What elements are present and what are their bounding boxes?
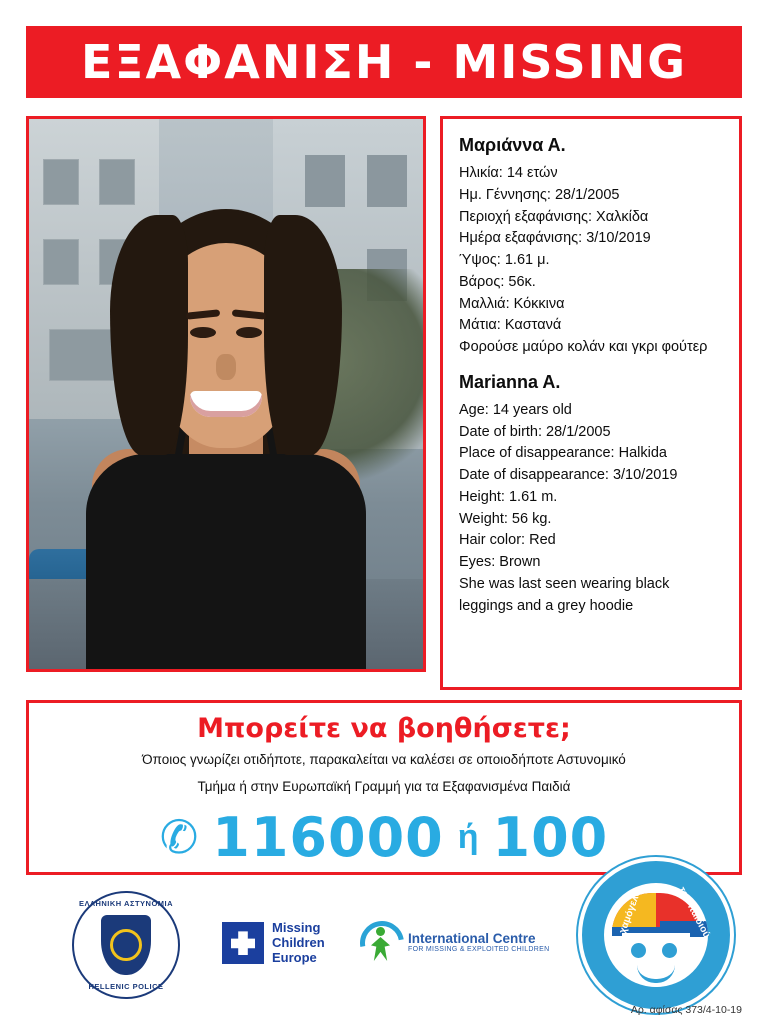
detail-weight-el: Βάρος: 56κ.	[459, 273, 536, 290]
detail-height-el: Ύψος: 1.61 μ.	[459, 252, 550, 268]
panel-divider	[459, 359, 725, 372]
help-title: Μπορείτε να βοηθήσετε;	[197, 713, 571, 744]
missing-children-europe-logo	[222, 921, 325, 966]
help-call-to-action	[26, 700, 742, 875]
torso-top	[86, 454, 366, 669]
police-logo-top-text: ΕΛΛΗΝΙΚΗ ΑΣΤΥΝΟΜΙΑ	[78, 899, 174, 908]
detail-date-el: Ημέρα εξαφάνισης: 3/10/2019	[459, 230, 651, 247]
footer-logos	[26, 885, 742, 1000]
police-logo-bottom-text: HELLENIC POLICE	[88, 982, 164, 991]
detail-eyes-en: Eyes: Brown	[459, 554, 541, 570]
poster-body	[26, 116, 742, 690]
icmec-title: International Centre	[408, 931, 536, 946]
person-name-en: Marianna A.	[459, 371, 561, 392]
eye-right	[236, 327, 262, 338]
detail-dob-en: Date of birth: 28/1/2005	[459, 423, 611, 440]
person-details-panel	[440, 116, 742, 690]
nose	[216, 354, 236, 380]
icmec-logo	[356, 919, 549, 965]
help-text-line-1: Όποιος γνωρίζει οτιδήποτε, παρακαλείται να καλέσει σε οποιοδήποτε Αστυνομικό	[142, 752, 626, 767]
person-figure	[76, 199, 376, 669]
detail-dob-el: Ημ. Γέννησης: 28/1/2005	[459, 186, 620, 203]
icmec-figure-icon	[356, 919, 400, 965]
detail-place-en: Place of disappearance: Halkida	[459, 445, 667, 462]
phone-primary[interactable]: 116000	[212, 805, 444, 869]
smile-text-right: του παιδιού	[676, 885, 713, 940]
poster-header-banner	[26, 26, 742, 98]
detail-hair-el: Μαλλιά: Κόκκινα	[459, 295, 565, 312]
mce-line-2: Children	[272, 934, 325, 950]
phone-conjunction: ή	[457, 817, 479, 856]
shield-icon	[101, 915, 151, 975]
detail-age-en: Age: 14 years old	[459, 401, 572, 418]
mouth	[190, 391, 262, 417]
help-text-line-2: Τμήμα ή στην Ευρωπαϊκή Γραμμή για τα Εξαφανισμένα Παιδιά	[197, 778, 571, 794]
mce-label	[272, 921, 325, 966]
detail-clothing-en: She was last seen wearing black leggings and a grey hoodie	[459, 575, 670, 614]
detail-hair-en: Hair color: Red	[459, 532, 556, 549]
mce-line-3: Europe	[272, 949, 317, 965]
smile-text-left: Το χαμόγελο	[612, 888, 644, 949]
hair-front-left	[110, 215, 188, 455]
detail-age-el: Ηλικία: 14 ετών	[459, 165, 558, 181]
detail-date-en: Date of disappearance: 3/10/2019	[459, 467, 678, 483]
poster-code: Αρ. αφίσας 373/4-10-19	[630, 1004, 742, 1016]
detail-weight-en: Weight: 56 kg.	[459, 510, 552, 527]
smile-of-the-child-logo	[578, 857, 734, 1013]
missing-person-photo	[26, 116, 426, 672]
page-title: ΕΞΑΦΑΝΙΣΗ - MISSING	[81, 35, 687, 89]
phone-secondary[interactable]: 100	[492, 805, 609, 869]
person-name-el: Μαριάννα Α.	[459, 135, 566, 155]
icmec-label	[408, 931, 549, 953]
icmec-subtitle: FOR MISSING & EXPLOITED CHILDREN	[408, 946, 550, 953]
eye-left	[190, 327, 216, 338]
detail-eyes-el: Μάτια: Καστανά	[459, 317, 562, 334]
puzzle-piece-icon	[222, 922, 264, 964]
detail-clothing-el: Φορούσε μαύρο κολάν και γκρι φούτερ	[459, 339, 708, 355]
phone-icon: ✆	[159, 811, 199, 864]
smile-logo-text	[582, 861, 730, 1009]
hair-front-right	[264, 215, 342, 455]
hellenic-police-logo	[72, 891, 180, 999]
mce-line-1: Missing	[272, 920, 321, 935]
detail-height-en: Height: 1.61 m.	[459, 488, 558, 505]
detail-place-el: Περιοχή εξαφάνισης: Χαλκίδα	[459, 208, 649, 225]
